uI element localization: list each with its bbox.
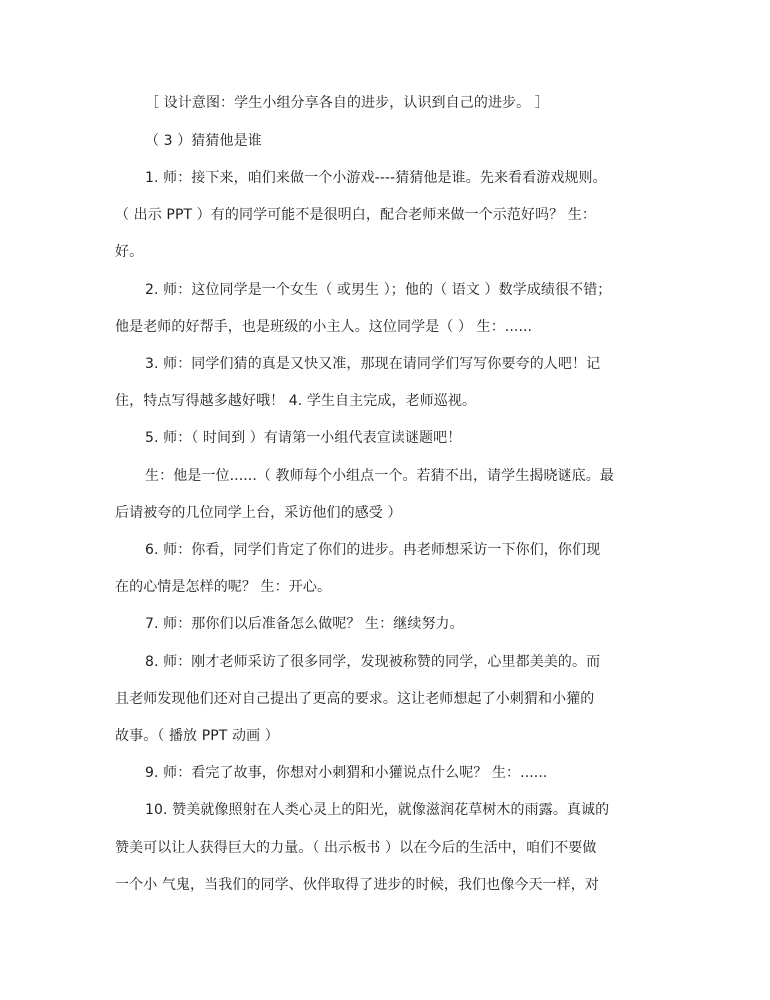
paragraph-3-line-2: 住，特点写得越多越好哦！ 4. 学生自主完成，老师巡视。 [115,393,477,409]
paragraph-2-line-1: 2. 师：这位同学是一个女生（ 或男生 ）；他的（ 语文 ）数学成绩很不错； [145,282,612,298]
design-intent-note: ［ 设计意图：学生小组分享各自的进步，认识到自己的进步。 ］ [145,95,549,111]
paragraph-7-line-1: 7. 师：那你们以后准备怎么做呢？ 生：继续努力。 [145,616,464,632]
paragraph-8-line-3: 故事。（ 播放 PPT 动画 ） [115,728,279,744]
paragraph-6-line-1: 6. 师：你看，同学们肯定了你们的进步。冉老师想采访一下你们，你们现 [145,542,601,558]
section-heading: （ 3 ）猜猜他是谁 [145,133,262,149]
paragraph-6-line-2: 在的心情是怎样的呢？ 生：开心。 [115,579,332,595]
paragraph-3-line-1: 3. 师：同学们猜的真是又快又准，那现在请同学们写写你要夸的人吧！记 [145,356,601,372]
paragraph-8-line-2: 且老师发现他们还对自己提出了更高的要求。这让老师想起了小刺猬和小獾的 [115,691,595,707]
student-answer-line-2: 后请被夸的几位同学上台，采访他们的感受 ） [115,505,402,521]
paragraph-1-line-1: 1. 师：接下来，咱们来做一个小游戏----猜猜他是谁。先来看看游戏规则。 [145,170,607,186]
paragraph-2-line-2: 他是老师的好帮手，也是班级的小主人。这位同学是（ ） 生：...... [115,319,533,335]
paragraph-10-line-3: 一个小 气鬼，当我们的同学、伙伴取得了进步的时候，我们也像今天一样，对 [115,877,599,893]
student-answer-line-1: 生：他是一位......（ 教师每个小组点一个。若猜不出，请学生揭晓谜底。最 [145,468,614,484]
paragraph-1-line-3: 好。 [115,244,144,260]
paragraph-9-line-1: 9. 师：看完了故事，你想对小刺猬和小獾说点什么呢？ 生：...... [145,765,548,781]
paragraph-10-line-1: 10. 赞美就像照射在人类心灵上的阳光，就像滋润花草树木的雨露。真诚的 [145,802,610,818]
paragraph-8-line-1: 8. 师：刚才老师采访了很多同学，发现被称赞的同学，心里都美美的。而 [145,654,601,670]
paragraph-10-line-2: 赞美可以让人获得巨大的力量。（ 出示板书 ）以在今后的生活中，咱们不要做 [115,840,597,856]
paragraph-5-line-1: 5. 师：（ 时间到 ）有请第一小组代表宣读谜题吧！ [145,430,462,446]
paragraph-1-line-2: （ 出示 PPT ）有的同学可能不是很明白，配合老师来做一个示范好吗？ 生： [115,207,597,223]
